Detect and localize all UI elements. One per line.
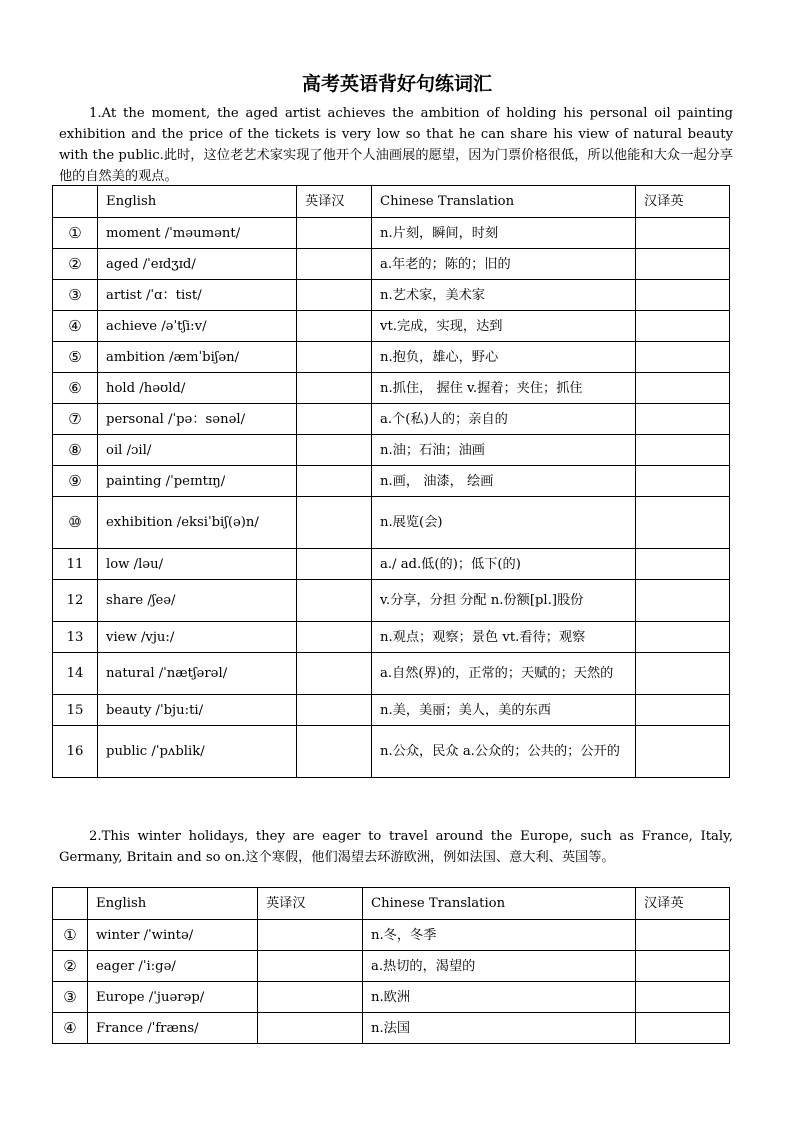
table-row	[53, 311, 730, 342]
english-word: hold /həʊld/	[98, 373, 297, 404]
chinese-translation: v.分享，分担 分配 n.份额[pl.]股份	[372, 580, 636, 622]
chinese-translation: n.片刻，瞬间，时刻	[372, 218, 636, 249]
row-number: ③	[53, 280, 98, 311]
chinese-translation: n.抓住， 握住 v.握着；夹住；抓住	[372, 373, 636, 404]
en-to-zh-blank[interactable]	[297, 342, 372, 373]
row-number: 14	[53, 653, 98, 695]
en-to-zh-blank[interactable]	[297, 466, 372, 497]
row-number: ⑧	[53, 435, 98, 466]
chinese-translation: n.欧洲	[363, 982, 636, 1013]
zh-to-en-blank[interactable]	[636, 653, 730, 695]
table-row	[53, 342, 730, 373]
sentence-1: 1.At the moment, the aged artist achieves the ambition of holding his personal oil painting exhibition and the price of the tickets is very low so that he can share his view of natural beauty with the public.此时，这位老艺术家实现了他开个人油画展的愿望，因为门票价格很低，所以他能和大众一起分享他的自然美的观点。	[59, 106, 733, 184]
chinese-translation: a.自然(界)的，正常的；天赋的；天然的	[372, 653, 636, 695]
chinese-translation: n.油；石油；油画	[372, 435, 636, 466]
row-number: 13	[53, 622, 98, 653]
en-to-zh-blank[interactable]	[297, 622, 372, 653]
zh-to-en-blank[interactable]	[636, 404, 730, 435]
english-word: oil /ɔil/	[98, 435, 297, 466]
row-number: ④	[53, 311, 98, 342]
table-row	[53, 404, 730, 435]
en-to-zh-blank[interactable]	[297, 249, 372, 280]
table-header-row	[53, 186, 730, 218]
english-word: share /ʃeə/	[98, 580, 297, 622]
english-word: view /vju:/	[98, 622, 297, 653]
row-number: ⑥	[53, 373, 98, 404]
table-row	[53, 695, 730, 726]
header-zh-to-en: 汉译英	[636, 186, 730, 218]
chinese-translation: a.个(私)人的；亲自的	[372, 404, 636, 435]
chinese-translation: vt.完成，实现，达到	[372, 311, 636, 342]
en-to-zh-blank[interactable]	[297, 404, 372, 435]
chinese-translation: n.法国	[363, 1013, 636, 1044]
zh-to-en-blank[interactable]	[636, 342, 730, 373]
chinese-translation: a.年老的；陈的；旧的	[372, 249, 636, 280]
header-english: English	[88, 888, 258, 920]
table-row	[53, 920, 730, 951]
zh-to-en-blank[interactable]	[636, 549, 730, 580]
en-to-zh-blank[interactable]	[258, 951, 363, 982]
en-to-zh-blank[interactable]	[297, 373, 372, 404]
chinese-translation: n.冬，冬季	[363, 920, 636, 951]
en-to-zh-blank[interactable]	[297, 435, 372, 466]
zh-to-en-blank[interactable]	[636, 435, 730, 466]
table-row	[53, 1013, 730, 1044]
vocab-table-1	[52, 185, 730, 778]
row-number: 15	[53, 695, 98, 726]
vocab-table-2	[52, 887, 730, 1044]
row-number: ⑦	[53, 404, 98, 435]
english-word: winter /ˈwintə/	[88, 920, 258, 951]
table-row	[53, 982, 730, 1013]
row-number: ⑩	[53, 497, 98, 549]
chinese-translation: n.画， 油漆， 绘画	[372, 466, 636, 497]
zh-to-en-blank[interactable]	[636, 218, 730, 249]
row-number: ③	[53, 982, 88, 1013]
english-word: public /ˈpʌblik/	[98, 726, 297, 778]
table-row	[53, 726, 730, 778]
zh-to-en-blank[interactable]	[636, 466, 730, 497]
en-to-zh-blank[interactable]	[258, 982, 363, 1013]
table-row	[53, 435, 730, 466]
row-number: ④	[53, 1013, 88, 1044]
en-to-zh-blank[interactable]	[297, 280, 372, 311]
zh-to-en-blank[interactable]	[636, 311, 730, 342]
zh-to-en-blank[interactable]	[636, 280, 730, 311]
english-word: beauty /ˈbju:ti/	[98, 695, 297, 726]
en-to-zh-blank[interactable]	[297, 311, 372, 342]
en-to-zh-blank[interactable]	[258, 920, 363, 951]
english-word: eager /ˈi:gə/	[88, 951, 258, 982]
english-word: moment /ˈməumənt/	[98, 218, 297, 249]
table-row	[53, 549, 730, 580]
zh-to-en-blank[interactable]	[636, 580, 730, 622]
en-to-zh-blank[interactable]	[297, 218, 372, 249]
row-number: ⑤	[53, 342, 98, 373]
chinese-translation: n.艺术家，美术家	[372, 280, 636, 311]
chinese-translation: n.展览(会)	[372, 497, 636, 549]
zh-to-en-blank[interactable]	[636, 497, 730, 549]
header-number	[53, 888, 88, 920]
chinese-translation: n.公众，民众 a.公众的；公共的；公开的	[372, 726, 636, 778]
row-number: ⑨	[53, 466, 98, 497]
english-word: aged /ˈeɪdʒɪd/	[98, 249, 297, 280]
row-number: ①	[53, 920, 88, 951]
header-english: English	[98, 186, 297, 218]
header-chinese-translation: Chinese Translation	[363, 888, 636, 920]
vocab-table-1-body	[53, 186, 730, 778]
row-number: 16	[53, 726, 98, 778]
chinese-translation: n.美，美丽；美人，美的东西	[372, 695, 636, 726]
table-row	[53, 280, 730, 311]
table-row	[53, 951, 730, 982]
english-word: natural /ˈnætʃərəl/	[98, 653, 297, 695]
vocab-table-2-body	[53, 888, 730, 1044]
page-title: 高考英语背好句练词汇	[301, 73, 492, 95]
row-number: ②	[53, 249, 98, 280]
en-to-zh-blank[interactable]	[297, 497, 372, 549]
chinese-translation: a.热切的，渴望的	[363, 951, 636, 982]
table-row	[53, 580, 730, 622]
english-word: artist /ˈɑ：tist/	[98, 280, 297, 311]
en-to-zh-blank[interactable]	[297, 549, 372, 580]
row-number: 12	[53, 580, 98, 622]
en-to-zh-blank[interactable]	[297, 580, 372, 622]
table-row	[53, 218, 730, 249]
zh-to-en-blank[interactable]	[636, 695, 730, 726]
row-number: 11	[53, 549, 98, 580]
table-row	[53, 249, 730, 280]
zh-to-en-blank[interactable]	[636, 373, 730, 404]
english-word: personal /ˈpə：sənəl/	[98, 404, 297, 435]
table-row	[53, 466, 730, 497]
english-word: Europe /ˈjuərəp/	[88, 982, 258, 1013]
english-word: ambition /æmˈbiʃən/	[98, 342, 297, 373]
english-word: low /ləu/	[98, 549, 297, 580]
zh-to-en-blank[interactable]	[636, 726, 730, 778]
row-number: ①	[53, 218, 98, 249]
english-word: France /ˈfræns/	[88, 1013, 258, 1044]
english-word: achieve /əˈtʃi:v/	[98, 311, 297, 342]
header-zh-to-en: 汉译英	[636, 888, 730, 920]
chinese-translation: n.抱负，雄心，野心	[372, 342, 636, 373]
zh-to-en-blank[interactable]	[636, 951, 730, 982]
table-row	[53, 622, 730, 653]
zh-to-en-blank[interactable]	[636, 982, 730, 1013]
table-row	[53, 653, 730, 695]
table-row	[53, 497, 730, 549]
row-number: ②	[53, 951, 88, 982]
chinese-translation: n.观点；观察；景色 vt.看待；观察	[372, 622, 636, 653]
en-to-zh-blank[interactable]	[297, 726, 372, 778]
chinese-translation: a./ ad.低(的)；低下(的)	[372, 549, 636, 580]
english-word: painting /ˈpeɪntɪŋ/	[98, 466, 297, 497]
en-to-zh-blank[interactable]	[258, 1013, 363, 1044]
table-row	[53, 373, 730, 404]
en-to-zh-blank[interactable]	[297, 653, 372, 695]
en-to-zh-blank[interactable]	[297, 695, 372, 726]
header-en-to-zh: 英译汉	[297, 186, 372, 218]
header-number	[53, 186, 98, 218]
zh-to-en-blank[interactable]	[636, 920, 730, 951]
english-word: exhibition /eksiˈbiʃ(ə)n/	[98, 497, 297, 549]
table-header-row	[53, 888, 730, 920]
zh-to-en-blank[interactable]	[636, 622, 730, 653]
sentence-2: 2.This winter holidays, they are eager to travel around the Europe, such as France, Italy, Germany, Britain and so on.这个寒假，他们渴望去环游欧洲，例如法国、意大利、英国等。	[59, 829, 733, 865]
zh-to-en-blank[interactable]	[636, 1013, 730, 1044]
header-en-to-zh: 英译汉	[258, 888, 363, 920]
zh-to-en-blank[interactable]	[636, 249, 730, 280]
header-chinese-translation: Chinese Translation	[372, 186, 636, 218]
